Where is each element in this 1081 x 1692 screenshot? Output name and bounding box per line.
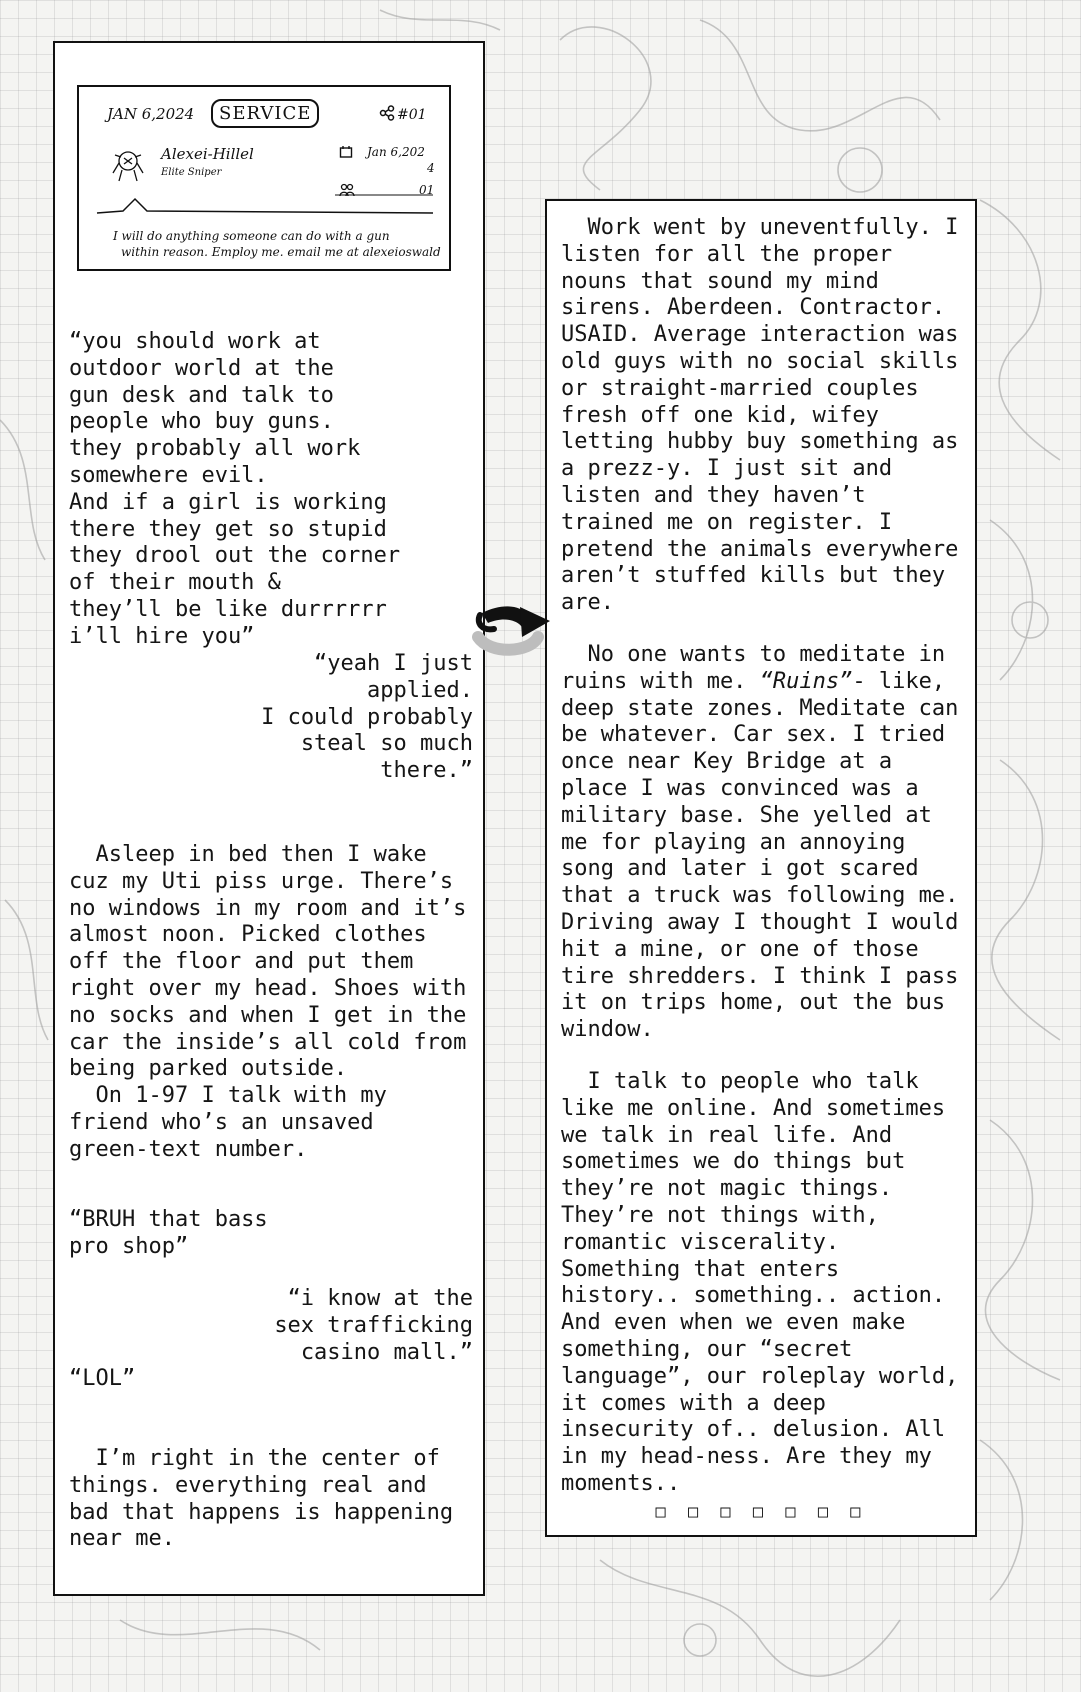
dialogue-reply-applied: “yeah I just applied. I could probably steal so much there.” xyxy=(261,651,473,784)
share-icon xyxy=(379,105,395,125)
avatar xyxy=(107,143,149,189)
profile-card xyxy=(77,85,451,271)
left-column xyxy=(53,41,485,1596)
card-bio-line1: I will do anything someone can do with a gun xyxy=(113,229,390,243)
calendar-icon xyxy=(339,145,353,162)
card-title: SERVICE xyxy=(211,99,319,128)
card-name: Alexei-Hillel xyxy=(161,145,254,163)
card-divider xyxy=(95,191,435,217)
paragraph-ruins xyxy=(561,642,965,1044)
curved-arrow-icon xyxy=(472,597,556,659)
card-id: #01 xyxy=(397,107,427,123)
ruins-emphasis: “Ruins” xyxy=(759,668,853,694)
dialogue-bass-pro: “BRUH that bass pro shop” xyxy=(69,1207,268,1259)
paragraph-center-of-things: I’m right in the center of things. everything real and bad that happens is happening near me. xyxy=(69,1446,454,1552)
card-bio-line2: within reason. Employ me. email me at alexeioswald xyxy=(121,245,441,259)
card-count: 01 xyxy=(419,183,435,197)
card-date: JAN 6,2024 xyxy=(107,105,195,123)
card-joined-date-cont: 4 xyxy=(427,161,435,175)
paragraph-waking-up: Asleep in bed then I wake cuz my Uti piss urge. There’s no windows in my room and it’s almost noon. Picked clothes off the floor and put them right over my head. Shoes with no socks and when I get in the car the inside’s all cold from being parked outside. On 1-97 I talk with my friend who’s an unsaved green-text number. xyxy=(69,842,467,1162)
paragraph-work: Work went by uneventfully. I listen for all the proper nouns that sound my mind sirens. Aberdeen. Contractor. USAID. Average interaction was old guys with no social skills or straight-married couples fresh off one kid, wifey letting hubby buy something as a prezz-y. I just sit and listen and they haven’t trained me on register. I pretend the animals everywhere aren’t stuffed kills but they are. xyxy=(561,215,959,616)
card-joined-date: Jan 6,202 xyxy=(367,145,425,159)
dialogue-lol: “LOL” xyxy=(69,1366,136,1391)
dialogue-casino-mall: “i know at the sex trafficking casino mall.” xyxy=(274,1286,473,1365)
card-role: Elite Sniper xyxy=(161,167,222,178)
paragraph-talk-online: I talk to people who talk like me online. And sometimes we talk in real life. And sometimes we do things but they’re not magic things. They’re not things with, romantic viscerality. Something that enters history.. something.. action. And even when we even make something, our “secret language”, our roleplay world, it comes with a deep insecurity of.. delusion. All in my head-ness. Are they my moments.. xyxy=(561,1069,959,1496)
dialogue-outdoor-world: “you should work at outdoor world at the gun desk and talk to people who buy guns. they probably all work somewhere evil. And if a girl is working there they get so stupid they drool out the corner of their mouth & they’ll be like durrrrrr i’ll hire you” xyxy=(69,329,401,649)
right-column xyxy=(545,199,977,1537)
end-boxes: □ □ □ □ □ □ □ xyxy=(655,1502,867,1522)
paragraph-ruins-part2: - like, deep state zones. Meditate can be whatever. Car sex. I tried once near Key Bridge at a place I was convinced was a military base. She yelled at me for playing an annoying song and later i got scared that a truck was following me. Driving away I thought I would hit a mine, or one of those tire shredders. I think I pass it on trips home, out the bus window. xyxy=(561,668,959,1043)
paragraph-ruins-part1: No one wants to meditate in ruins with me. xyxy=(561,642,946,694)
